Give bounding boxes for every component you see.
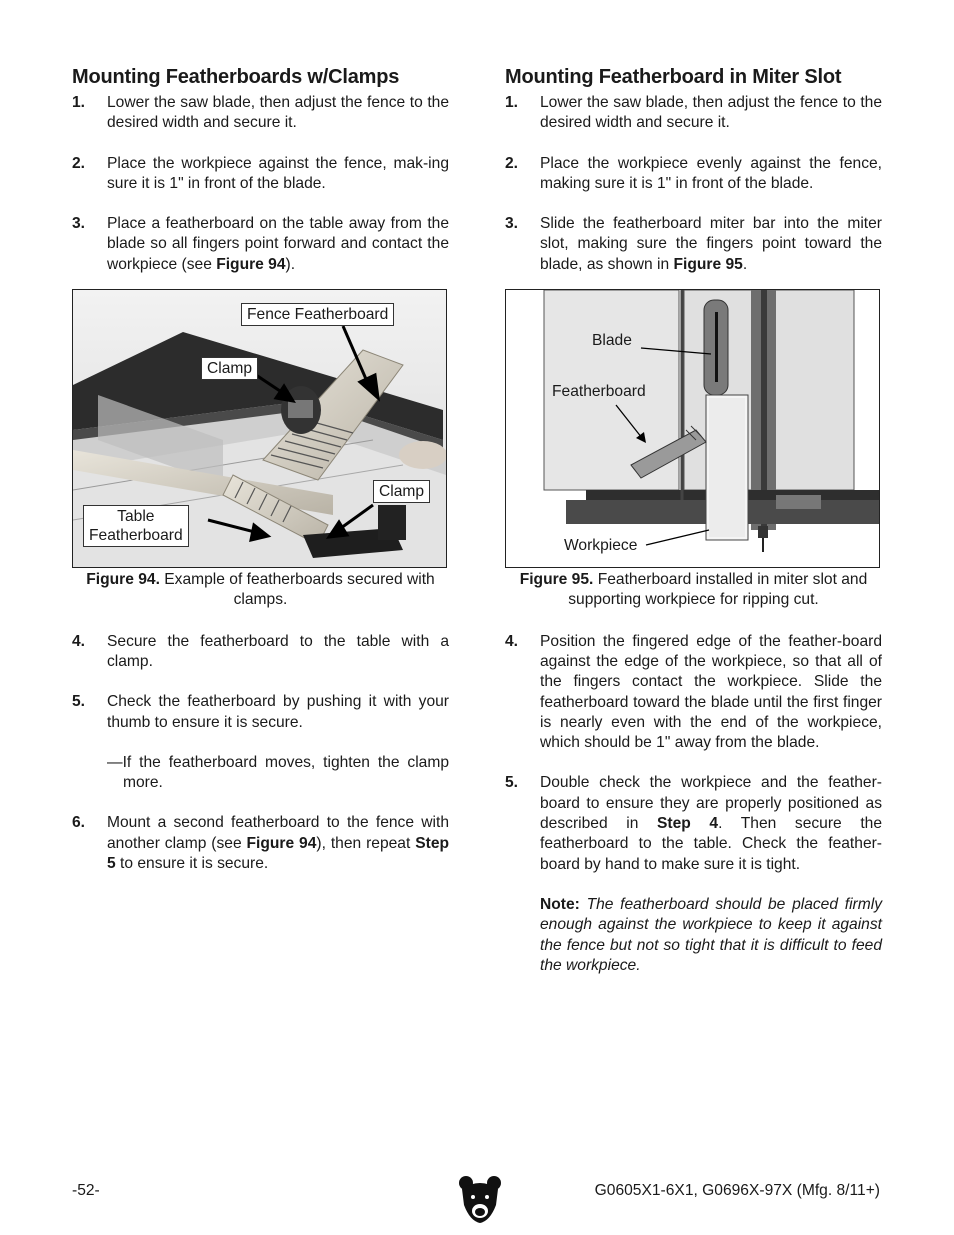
list-item xyxy=(505,773,882,874)
list-item xyxy=(72,813,449,874)
model-number: G0605X1-6X1, G0696X-97X (Mfg. 8/11+) xyxy=(594,1182,880,1199)
step-sub-note: —If the featherboard moves, tighten the clamp more. xyxy=(107,753,449,792)
step-number: 3. xyxy=(72,215,86,233)
label-featherboard: Featherboard xyxy=(552,383,646,401)
step-number: 4. xyxy=(505,632,519,650)
step-number: 5. xyxy=(72,693,86,711)
miter-slot-photo xyxy=(506,290,879,567)
list-item xyxy=(505,93,882,134)
step-text: Position the fingered edge of the feather-board against the edge of the workpiece, so that all of the fingers contact the workpiece. Slide the featherboard toward the blade until the first finger is nearly even with the end of the workpiece, which should be 1" away from the blade. xyxy=(540,632,882,752)
step-text: Lower the saw blade, then adjust the fence to the desired width and secure it. xyxy=(540,94,882,132)
step-number: 5. xyxy=(505,774,519,792)
label-line: Table xyxy=(117,508,155,526)
figure-94-caption: Figure 94. Example of featherboards secured with clamps. xyxy=(86,571,435,609)
step-text: Place the workpiece against the fence, mak-ing sure it is 1" in front of the blade. xyxy=(107,154,449,192)
step-text: Lower the saw blade, then adjust the fence to the desired width and secure it. xyxy=(107,94,449,132)
note: Note: The featherboard should be placed firmly enough against the workpiece to keep it against the fence but not so tight that it is difficult to feed the workpiece. xyxy=(540,895,882,974)
step-number: 2. xyxy=(505,154,519,172)
label-clamp-bottom: Clamp xyxy=(373,480,430,503)
figure-95 xyxy=(505,289,880,568)
step-number: 3. xyxy=(505,215,519,233)
label-blade: Blade xyxy=(592,332,632,350)
list-item xyxy=(72,93,449,134)
left-column xyxy=(72,66,449,894)
step-text: Place a featherboard on the table away from the blade so all fingers point forward and contact the workpiece (see Figure 94). xyxy=(107,215,449,273)
step-text: Place the workpiece evenly against the fence, making sure it is 1" in front of the blade. xyxy=(540,154,882,192)
figure-94 xyxy=(72,289,447,568)
list-item xyxy=(72,692,449,733)
label-clamp-top: Clamp xyxy=(201,357,258,380)
step-number: 1. xyxy=(72,94,86,111)
list-item xyxy=(505,214,882,275)
label-fence-featherboard: Fence Featherboard xyxy=(241,303,394,326)
step-number: 2. xyxy=(72,154,86,172)
figure-95-caption: Figure 95. Featherboard installed in miter slot and supporting workpiece for ripping cut. xyxy=(519,571,868,609)
step-text: Mount a second featherboard to the fence with another clamp (see Figure 94), then repeat Step 5 to ensure it is secure. xyxy=(107,814,450,873)
list-item xyxy=(72,632,449,673)
label-workpiece: Workpiece xyxy=(564,537,638,555)
step-text: Slide the featherboard miter bar into the miter slot, making sure the fingers point toward the blade, as shown in Figure 95. xyxy=(540,215,882,273)
page-number: -52- xyxy=(72,1182,100,1199)
step-text: Check the featherboard by pushing it with your thumb to ensure it is secure. xyxy=(107,693,449,731)
step-number: 4. xyxy=(72,632,86,650)
list-item xyxy=(505,154,882,195)
label-table-featherboard xyxy=(83,505,189,547)
right-column xyxy=(505,66,882,976)
step-number: 1. xyxy=(505,94,519,111)
list-item xyxy=(505,632,882,754)
label-line: Featherboard xyxy=(89,527,183,545)
step-number: 6. xyxy=(72,814,86,832)
section-heading-clamps: Mounting Featherboards w/Clamps xyxy=(72,66,400,88)
list-item xyxy=(72,214,449,275)
section-heading-miter-slot: Mounting Featherboard in Miter Slot xyxy=(505,66,842,88)
step-text: Double check the workpiece and the feather-board to ensure they are properly positioned as described in Step 4. Then secure the featherboard to the table. Check the feather-board by hand to make sure it is tight. xyxy=(540,774,883,873)
figure-reference: Figure 94 xyxy=(216,255,286,273)
list-item xyxy=(72,154,449,195)
bear-head-icon xyxy=(458,1175,502,1225)
step-text: Secure the featherboard to the table with a clamp. xyxy=(107,632,449,670)
figure-reference: Figure 95 xyxy=(673,255,743,273)
